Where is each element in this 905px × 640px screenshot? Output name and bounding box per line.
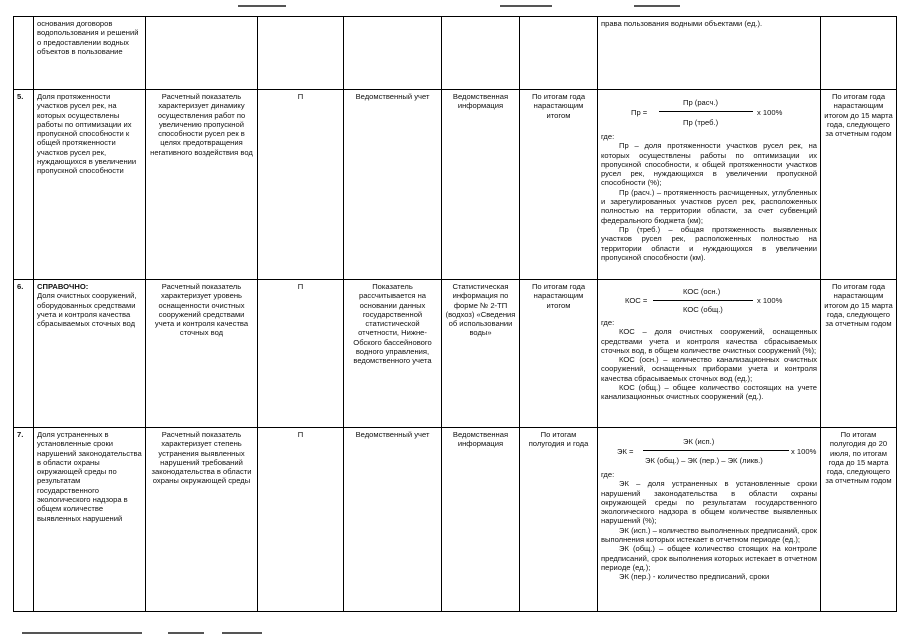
description	[598, 428, 821, 612]
formula-lhs: Пр =	[631, 108, 648, 117]
indicator-kind: П	[258, 280, 344, 428]
top-edge-line	[634, 5, 680, 7]
table-row	[14, 17, 897, 90]
description-line: Пр (расч.) – протяженность расчищенных, углубленных и зарегулированных участков русел рек, расположенных полностью на территории области, за счет субвенций федерального бюджета (км);	[601, 187, 817, 225]
deadline: По итогам полугодия до 20 июля, по итогам года до 15 марта года, следующего за отчетным годом	[821, 428, 897, 612]
description-line: где:	[601, 132, 615, 141]
indicator-type: Расчетный показатель характеризует степень устранения выявленных нарушений требований законодательства в области охраны окружающей среды	[146, 428, 258, 612]
bottom-edge-line	[22, 632, 142, 634]
formula-multiplier: x 100%	[791, 447, 817, 456]
description-line: КОС (общ.) – общее количество состоящих на учете канализационных очистных сооружений (ед.).	[601, 383, 817, 402]
row-number	[14, 17, 34, 90]
indicator-name-cell	[34, 280, 146, 428]
indicator-table	[13, 16, 897, 612]
period	[520, 17, 598, 90]
indicator-name: Доля устраненных в установленные сроки нарушений законодательства в области охраны окружающей среды по результатам государственного экологического надзора в общем количестве выявленных нарушений	[34, 428, 146, 612]
indicator-kind: П	[258, 90, 344, 280]
formula	[601, 282, 817, 318]
bottom-edge-line	[168, 632, 204, 634]
table-row	[14, 280, 897, 428]
calc-method: Показатель рассчитывается на основании данных государственной статистической отчетности, Нижне-Обского бассейнового водного управления, ведомственного учета	[344, 280, 442, 428]
description-line: ЭК (общ.) – общее количество стоящих на контроле предписаний, срок выполнения которых истекает в отчетном периоде (ед.);	[601, 544, 817, 572]
formula-denominator: Пр (треб.)	[683, 118, 719, 127]
table-row	[14, 428, 897, 612]
formula-numerator: КОС (осн.)	[683, 287, 721, 296]
deadline: По итогам года нарастающим итогом до 15 марта года, следующего за отчетным годом	[821, 280, 897, 428]
description-line: ЭК (исп.) – количество выполненных предписаний, срок выполнения которых истекает в отчетном периоде (ед.);	[601, 525, 817, 545]
description-line: ЭК – доля устраненных в установленные сроки нарушений законодательства в области охраны окружающей среды по результатам государственного экологического надзора в общем количестве выявленных нарушений (%);	[601, 479, 817, 526]
description-line: где:	[601, 318, 615, 327]
fraction-bar	[643, 450, 789, 451]
indicator-kind	[258, 17, 344, 90]
description-line: Пр – доля протяженности участков русел рек, на которых осуществлены работы по оптимизации их пропускной способности, к общей протяженности участков русел рек, нуждающихся в увеличении пропускной способности (%);	[601, 141, 817, 188]
data-source	[442, 17, 520, 90]
indicator-name: основания договоров водопользования и решений о предоставлении водных объектов в пользование	[34, 17, 146, 90]
formula-lhs: ЭК =	[617, 447, 634, 456]
data-source: Статистическая информация по форме № 2-ТП (водхоз) «Сведения об использовании воды»	[442, 280, 520, 428]
description-line: права пользования водными объектами (ед.).	[601, 19, 763, 28]
formula-denominator: КОС (общ.)	[683, 305, 723, 314]
top-edge-line	[238, 5, 286, 7]
indicator-type: Расчетный показатель характеризует динамику осуществления работ по увеличению пропускной способности русел рек в целях предотвращения негативного воздействия вод	[146, 90, 258, 280]
top-edge-line	[500, 5, 552, 7]
period: По итогам года нарастающим итогом	[520, 90, 598, 280]
description	[598, 280, 821, 428]
row-number: 5.	[14, 90, 34, 280]
table-row	[14, 90, 897, 280]
indicator-kind: П	[258, 428, 344, 612]
deadline: По итогам года нарастающим итогом до 15 марта года, следующего за отчетным годом	[821, 90, 897, 280]
description-line: КОС – доля очистных сооружений, оснащенных средствами учета и контроля качества сбрасываемых сточных вод, в общем количестве очистных сооружений (%);	[601, 327, 817, 355]
description-line: где:	[601, 470, 615, 479]
indicator-name: Доля очистных сооружений, оборудованных средствами учета и контроля качества сбрасываемых сточных вод	[37, 291, 137, 329]
fraction-bar	[659, 111, 753, 112]
formula-numerator: Пр (расч.)	[683, 98, 719, 107]
reference-label: СПРАВОЧНО:	[37, 282, 89, 291]
description-line: КОС (осн.) – количество канализационных очистных сооружений, оснащенных приборами учета и контроля качества сбрасываемых сточных вод (ед.);	[601, 355, 817, 383]
period: По итогам года нарастающим итогом	[520, 280, 598, 428]
formula-numerator: ЭК (исп.)	[683, 437, 715, 446]
description-line: ЭК (пер.) - количество предписаний, сроки	[619, 572, 770, 582]
formula	[601, 430, 817, 470]
deadline	[821, 17, 897, 90]
period: По итогам полугодия и года	[520, 428, 598, 612]
calc-method: Ведомственный учет	[344, 428, 442, 612]
description	[598, 17, 821, 90]
description-line: Пр (треб.) – общая протяженность выявленных участков русел рек, расположенных полностью на территории области и нуждающихся в увеличении пропускной способности (км).	[601, 224, 817, 262]
formula-multiplier: x 100%	[757, 296, 783, 305]
indicator-name: Доля протяженности участков русел рек, на которых осуществлены работы по оптимизации их пропускной способности к общей протяженности участков русел рек, нуждающихся в увеличении пропускной способности	[34, 90, 146, 280]
formula-lhs: КОС =	[625, 296, 648, 305]
formula	[601, 92, 817, 132]
calc-method: Ведомственный учет	[344, 90, 442, 280]
formula-denominator: ЭК (общ.) – ЭК (пер.) – ЭК (ликв.)	[645, 456, 763, 465]
data-source: Ведомственная информация	[442, 90, 520, 280]
indicator-type	[146, 17, 258, 90]
data-source: Ведомственная информация	[442, 428, 520, 612]
description	[598, 90, 821, 280]
bottom-edge-line	[222, 632, 262, 634]
formula-multiplier: x 100%	[757, 108, 783, 117]
row-number: 7.	[14, 428, 34, 612]
row-number: 6.	[14, 280, 34, 428]
indicator-type: Расчетный показатель характеризует уровень оснащенности очистных сооружений средствами учета и контроля качества сточных вод	[146, 280, 258, 428]
fraction-bar	[653, 300, 753, 301]
calc-method	[344, 17, 442, 90]
